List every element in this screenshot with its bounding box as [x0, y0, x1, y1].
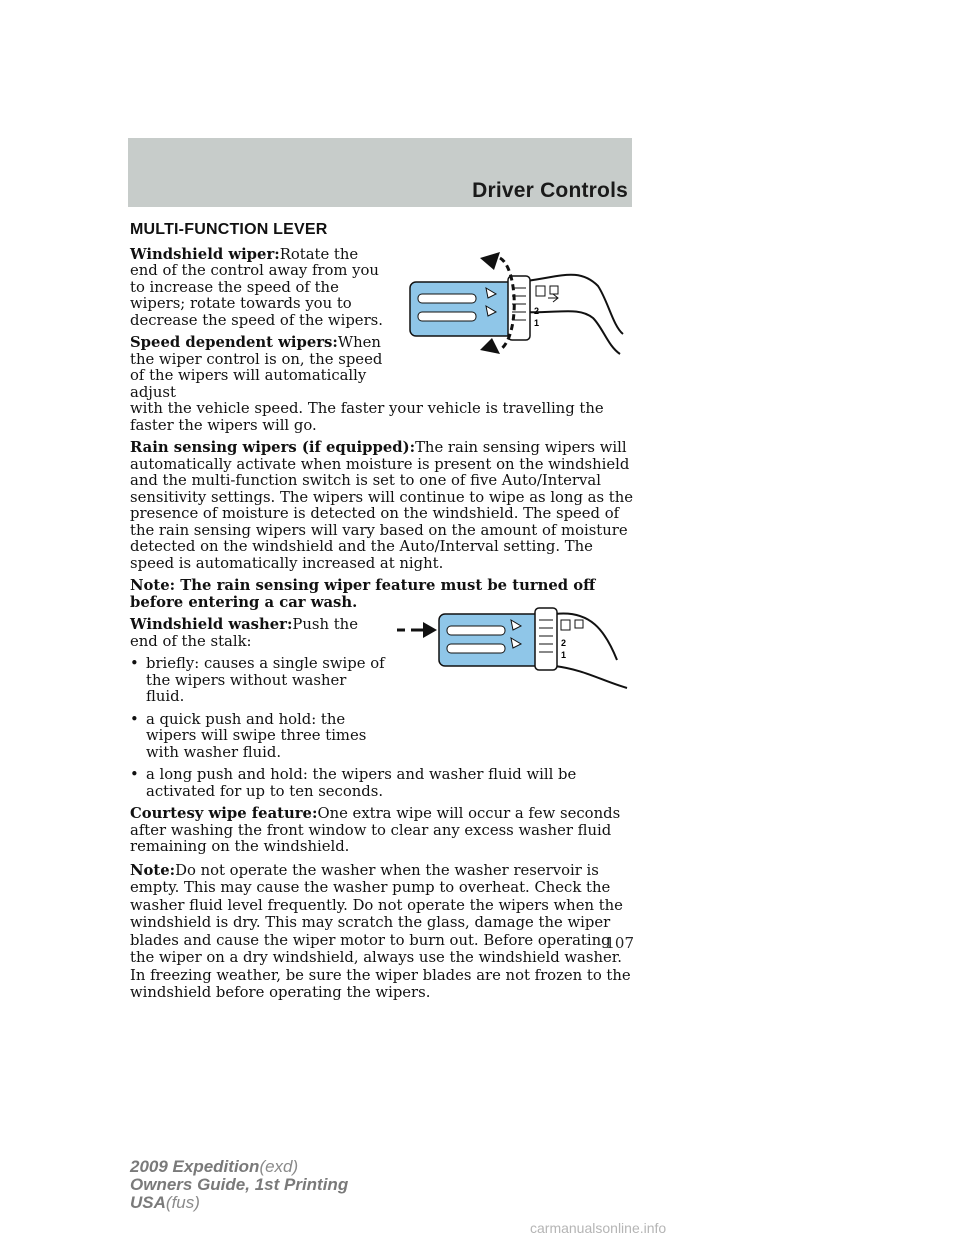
washer-bullet [130, 712, 386, 762]
page-section-title: Driver Controls [472, 179, 628, 202]
courtesy-label: Courtesy wipe feature: [130, 805, 318, 822]
rain-sensing-text: The rain sensing wipers will automatically activate when moisture is present on the windshield and the multi-function switch is set to one of five Auto/Interval sensitivity settings. The wipers will continue to wipe as long as the presence of moisture is detected on the windshield. The speed of the rain sensing wipers will vary based on the amount of moisture detected on the windshield and the Auto/Interval setting. The speed is automatically increased at night. [130, 439, 634, 572]
speed-dependent-text-narrow: When the wiper control is on, the speed of the wipers will automatically adjust [130, 334, 383, 401]
wiper-paragraph [130, 247, 386, 330]
washer-bullet [130, 767, 634, 800]
speed-dependent-label: Speed dependent wipers: [130, 334, 338, 351]
bullet-dot: • [130, 655, 139, 672]
wiper-label: Windshield wiper: [130, 245, 280, 263]
speed-dependent-text-wide: with the vehicle speed. The faster your vehicle is travelling the faster the wipers will go. [130, 400, 604, 434]
section-heading: MULTI-FUNCTION LEVER [130, 221, 328, 238]
dial-label: 1 [561, 650, 567, 660]
footer-market: USA [130, 1193, 166, 1212]
page-number: 107 [605, 934, 634, 952]
wiper-text: Rotate the end of the control away from you to increase the speed of the wipers; rotate towards you to decrease the speed of the wipers. [130, 245, 383, 329]
washer-note-paragraph [130, 862, 634, 1002]
bullet-text: a long push and hold: the wipers and washer fluid will be activated for up to ten seconds. [146, 766, 577, 800]
courtesy-text: One extra wipe will occur a few seconds after washing the front window to clear any excess washer fluid remaining on the windshield. [130, 805, 621, 855]
washer-paragraph [130, 617, 386, 650]
rain-sensing-label: Rain sensing wipers (if equipped): [130, 439, 416, 456]
footer-market-code: (fus) [165, 1193, 200, 1212]
bullet-dot: • [130, 710, 139, 728]
courtesy-paragraph [130, 806, 634, 856]
footer-model-code: (exd) [259, 1157, 299, 1176]
header-band [128, 138, 632, 207]
footer [130, 1158, 348, 1212]
washer-bullet [130, 656, 386, 706]
washer-push-illustration [395, 600, 633, 694]
dial-label: 1 [534, 318, 540, 328]
dial-label: 2 [561, 638, 567, 648]
bullet-text: a quick push and hold: the wipers will swipe three times with washer fluid. [146, 710, 367, 761]
washer-note-text: Do not operate the washer when the washer reservoir is empty. This may cause the washer pump to overheat. Check the washer fluid level frequently. Do not operate the wipers when the windshield is dry. This may scratch the glass, damage the wiper blades and cause the wiper motor to burn out. Before operating the wiper on a dry windshield, always use the windshield washer. In freezing weather, be sure the wiper blades are not frozen to the windshield before operating the wipers. [130, 861, 631, 1001]
footer-model: 2009 Expedition [130, 1157, 260, 1176]
washer-text: Push the end of the stalk: [130, 616, 358, 650]
car-wash-note: Note: The rain sensing wiper feature must be turned off before entering a car wash. [130, 577, 596, 611]
washer-icon [536, 286, 545, 296]
speed-dependent-narrow [130, 335, 386, 401]
bullet-text: briefly: causes a single swipe of the wipers without washer fluid. [146, 655, 385, 705]
washer-note-label: Note: [130, 861, 176, 879]
push-arrow-icon [397, 622, 437, 638]
watermark: carmanualsonline.info [530, 1220, 667, 1236]
footer-printing: Owners Guide, 1st Printing [130, 1175, 349, 1194]
headlamp-icon [548, 286, 558, 302]
rain-sensing-paragraph [130, 440, 634, 572]
bullet-dot: • [130, 766, 139, 783]
wiper-rotation-illustration [408, 246, 630, 358]
headlamp-icon [575, 620, 583, 628]
washer-label: Windshield washer: [130, 616, 293, 633]
washer-icon [561, 620, 570, 630]
dial-label: 2 [534, 306, 540, 316]
